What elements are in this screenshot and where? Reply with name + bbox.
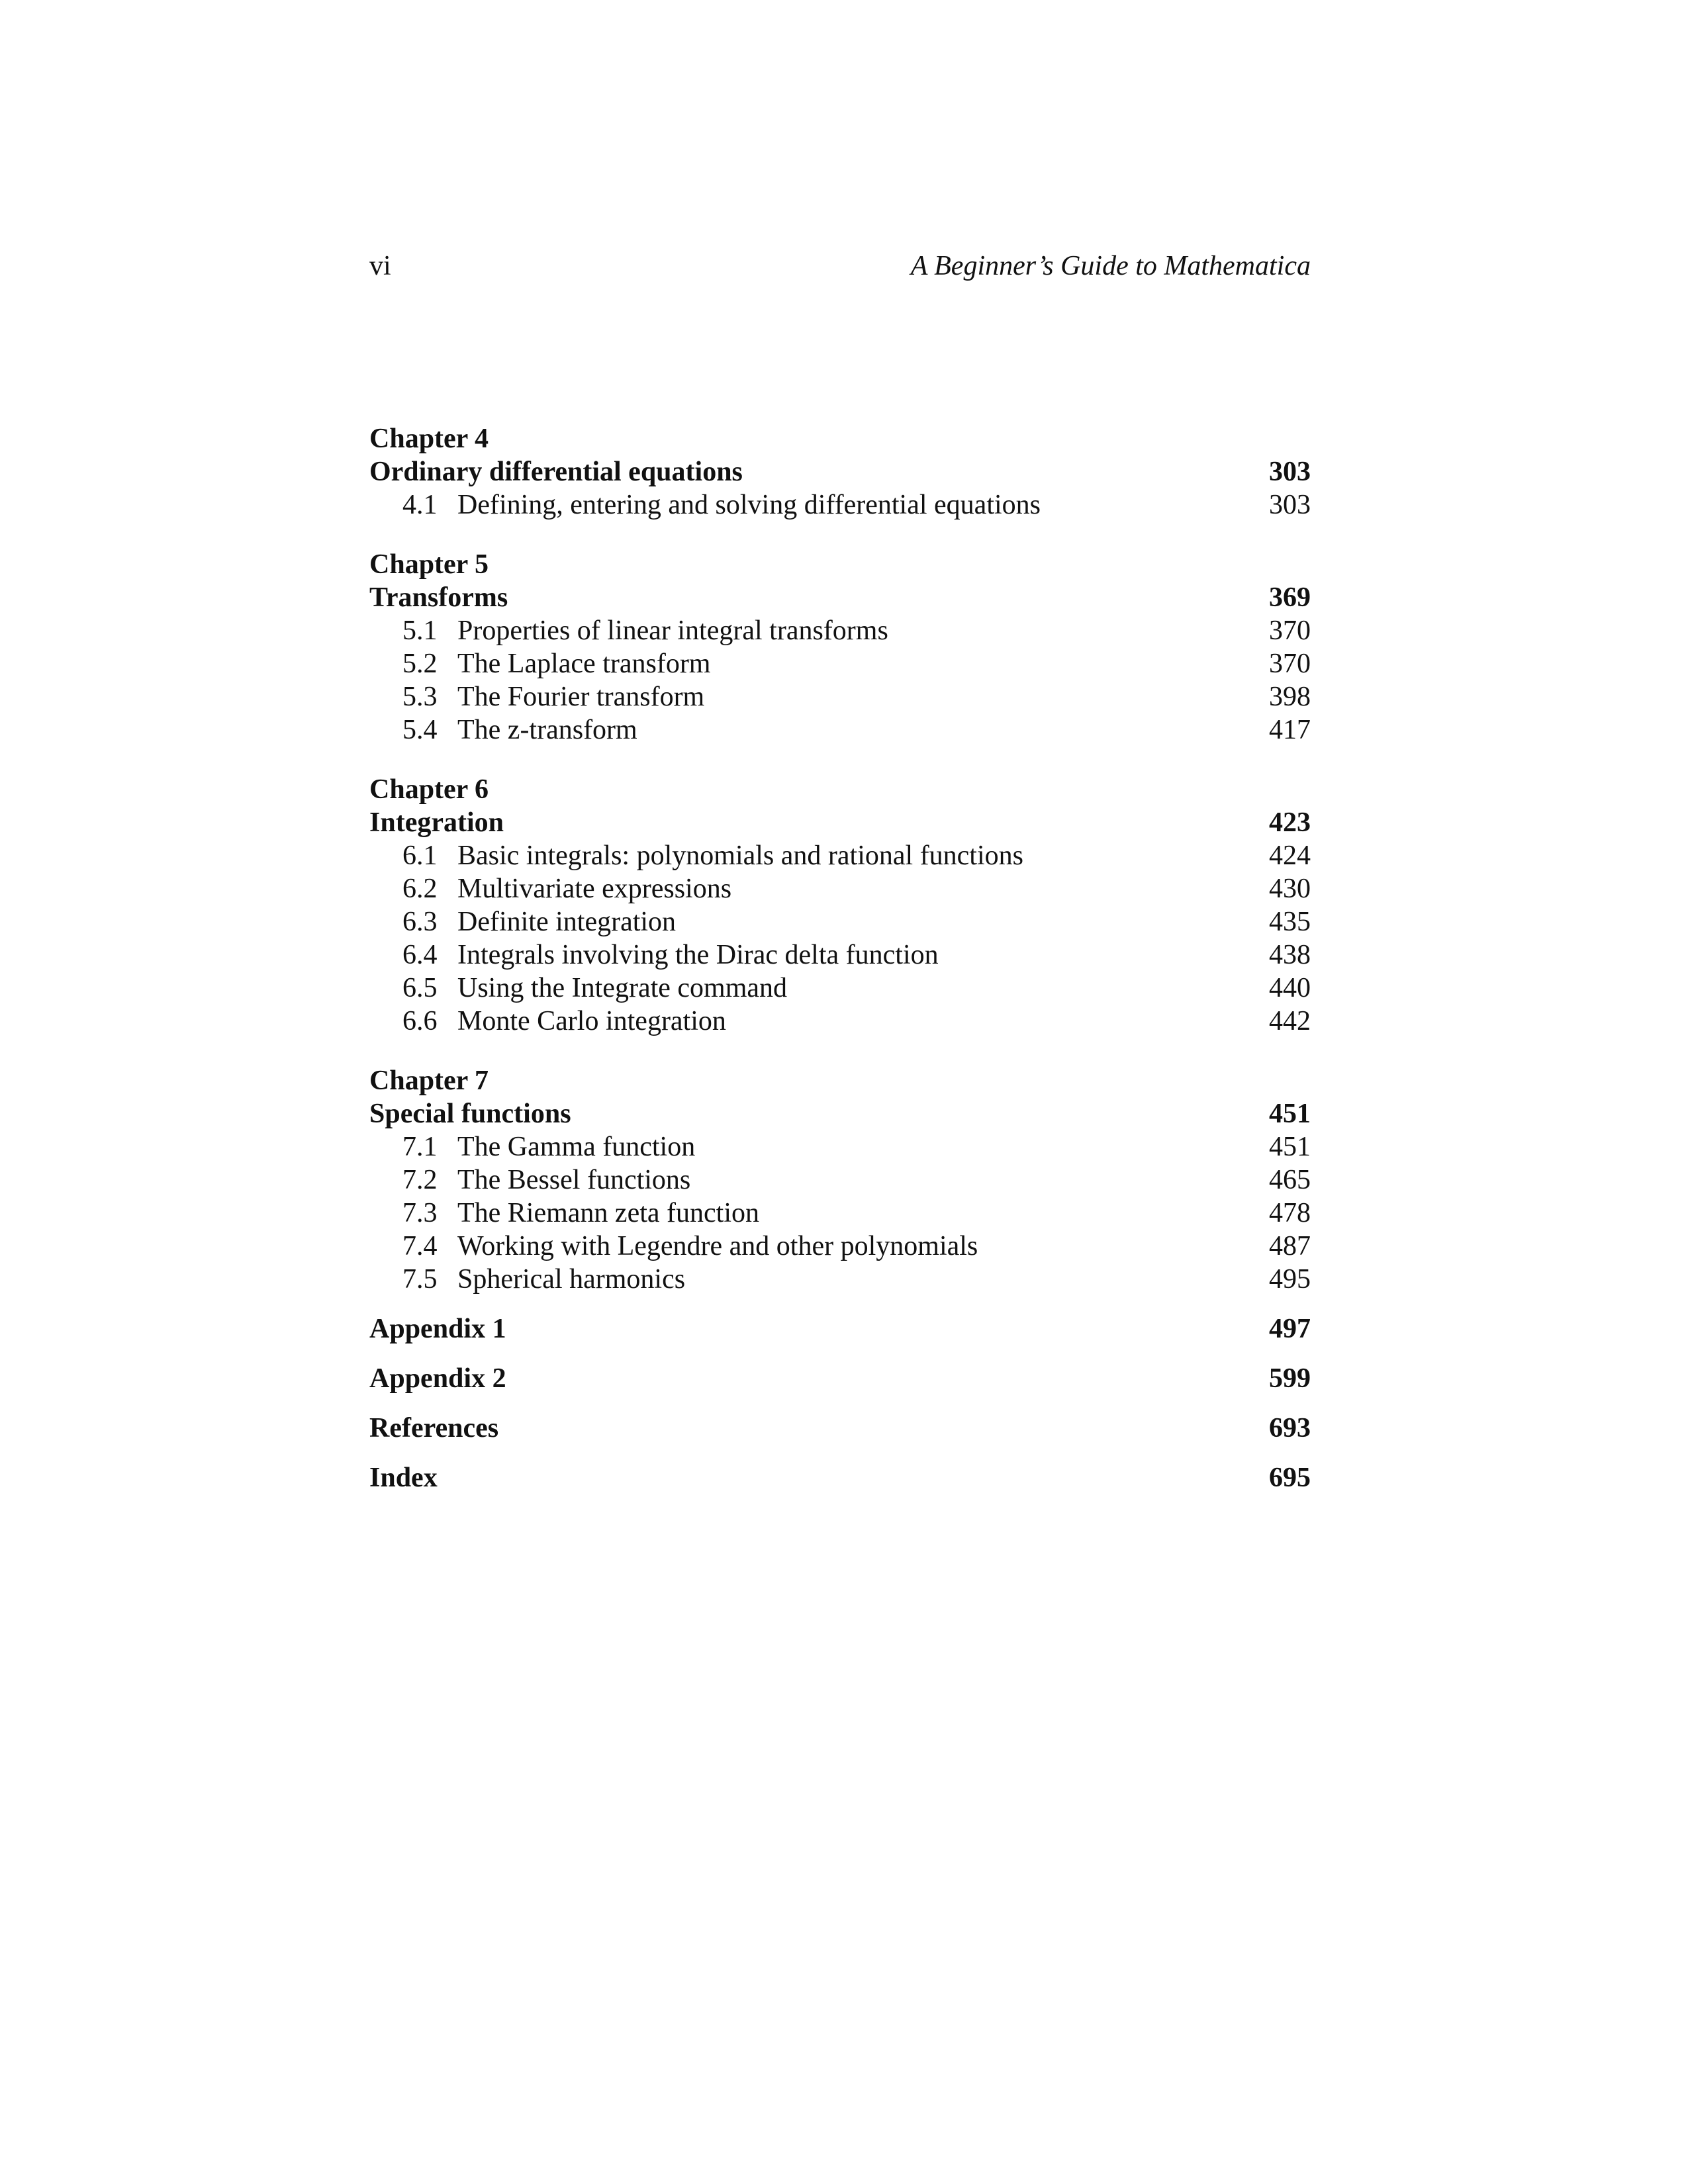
chapter-label: Chapter 5 [369, 549, 489, 580]
chapter-page: 451 [1269, 1099, 1311, 1129]
section-number: 5.3 [402, 682, 438, 712]
chapter-5 [369, 548, 1311, 747]
chapter-label: Chapter 7 [369, 1066, 489, 1096]
backmatter [369, 1312, 1311, 1494]
backmatter-entry-appendix-2[interactable] [369, 1362, 1311, 1395]
toc-entry[interactable] [369, 1197, 1311, 1230]
toc-entry[interactable] [369, 713, 1311, 747]
backmatter-page: 599 [1269, 1363, 1311, 1394]
page-number: vi [369, 251, 391, 281]
section-title: Multivariate expressions [457, 874, 732, 904]
chapter-label: Chapter 4 [369, 424, 489, 454]
book-title: A Beginner’s Guide to Mathematica [910, 251, 1311, 281]
chapter-page: 303 [1269, 457, 1311, 487]
section-page: 417 [1269, 715, 1311, 745]
section-number: 6.1 [402, 841, 438, 871]
section-title: The z-transform [457, 715, 637, 745]
section-page: 440 [1269, 973, 1311, 1003]
section-page: 487 [1269, 1231, 1311, 1261]
section-page: 465 [1269, 1165, 1311, 1195]
toc-entry[interactable] [369, 1230, 1311, 1263]
section-number: 6.6 [402, 1006, 438, 1036]
section-page: 451 [1269, 1132, 1311, 1162]
section-page: 303 [1269, 490, 1311, 520]
section-title: Definite integration [457, 907, 677, 937]
section-title: The Gamma function [457, 1132, 696, 1162]
section-number: 7.2 [402, 1165, 438, 1195]
section-number: 4.1 [402, 490, 438, 520]
toc-entry[interactable] [369, 1263, 1311, 1296]
section-title: The Laplace transform [457, 649, 711, 679]
section-title: The Fourier transform [457, 682, 705, 712]
toc-entry[interactable] [369, 972, 1311, 1005]
chapter-title: Ordinary differential equations [369, 457, 743, 487]
section-page: 370 [1269, 615, 1311, 646]
section-title: Using the Integrate command [457, 973, 788, 1003]
section-page: 430 [1269, 874, 1311, 904]
chapter-title-row[interactable] [369, 806, 1311, 839]
section-page: 435 [1269, 907, 1311, 937]
section-title: Properties of linear integral transforms [457, 615, 888, 646]
section-number: 6.4 [402, 940, 438, 970]
section-number: 5.1 [402, 615, 438, 646]
section-number: 6.5 [402, 973, 438, 1003]
toc-entry[interactable] [369, 488, 1311, 522]
section-number: 7.5 [402, 1264, 438, 1295]
section-number: 5.2 [402, 649, 438, 679]
toc-entry[interactable] [369, 905, 1311, 938]
section-page: 424 [1269, 841, 1311, 871]
backmatter-title: Appendix 1 [369, 1314, 506, 1344]
toc-entry[interactable] [369, 680, 1311, 713]
chapter-6 [369, 773, 1311, 1038]
backmatter-title: References [369, 1413, 499, 1443]
chapter-page: 423 [1269, 807, 1311, 838]
chapter-title: Transforms [369, 582, 508, 613]
backmatter-page: 497 [1269, 1314, 1311, 1344]
toc-entry[interactable] [369, 647, 1311, 680]
toc-entry[interactable] [369, 1163, 1311, 1197]
chapter-7 [369, 1064, 1311, 1296]
running-header [369, 246, 1311, 286]
section-number: 7.3 [402, 1198, 438, 1228]
chapter-title: Integration [369, 807, 504, 838]
toc-entry[interactable] [369, 839, 1311, 872]
section-page: 370 [1269, 649, 1311, 679]
chapter-label: Chapter 6 [369, 774, 489, 805]
section-page: 442 [1269, 1006, 1311, 1036]
chapter-4 [369, 422, 1311, 522]
table-of-contents [369, 422, 1311, 1511]
toc-entry[interactable] [369, 938, 1311, 972]
section-title: Monte Carlo integration [457, 1006, 726, 1036]
backmatter-entry-appendix-1[interactable] [369, 1312, 1311, 1345]
chapter-page: 369 [1269, 582, 1311, 613]
toc-entry[interactable] [369, 1130, 1311, 1163]
section-number: 6.2 [402, 874, 438, 904]
section-title: The Riemann zeta function [457, 1198, 759, 1228]
chapter-title: Special functions [369, 1099, 571, 1129]
section-title: Basic integrals: polynomials and rational functions [457, 841, 1023, 871]
section-page: 495 [1269, 1264, 1311, 1295]
toc-entry[interactable] [369, 1005, 1311, 1038]
section-number: 7.1 [402, 1132, 438, 1162]
section-number: 6.3 [402, 907, 438, 937]
backmatter-entry-references[interactable] [369, 1412, 1311, 1445]
section-title: Integrals involving the Dirac delta function [457, 940, 939, 970]
chapter-title-row[interactable] [369, 1097, 1311, 1130]
section-page: 478 [1269, 1198, 1311, 1228]
section-page: 438 [1269, 940, 1311, 970]
backmatter-title: Index [369, 1463, 438, 1493]
section-title: Working with Legendre and other polynomials [457, 1231, 978, 1261]
section-number: 7.4 [402, 1231, 438, 1261]
backmatter-page: 695 [1269, 1463, 1311, 1493]
chapter-title-row[interactable] [369, 455, 1311, 488]
section-title: Spherical harmonics [457, 1264, 686, 1295]
backmatter-title: Appendix 2 [369, 1363, 506, 1394]
section-title: Defining, entering and solving differential equations [457, 490, 1041, 520]
backmatter-entry-index[interactable] [369, 1461, 1311, 1494]
chapter-title-row[interactable] [369, 581, 1311, 614]
toc-entry[interactable] [369, 614, 1311, 647]
section-title: The Bessel functions [457, 1165, 691, 1195]
toc-entry[interactable] [369, 872, 1311, 905]
backmatter-page: 693 [1269, 1413, 1311, 1443]
section-number: 5.4 [402, 715, 438, 745]
section-page: 398 [1269, 682, 1311, 712]
